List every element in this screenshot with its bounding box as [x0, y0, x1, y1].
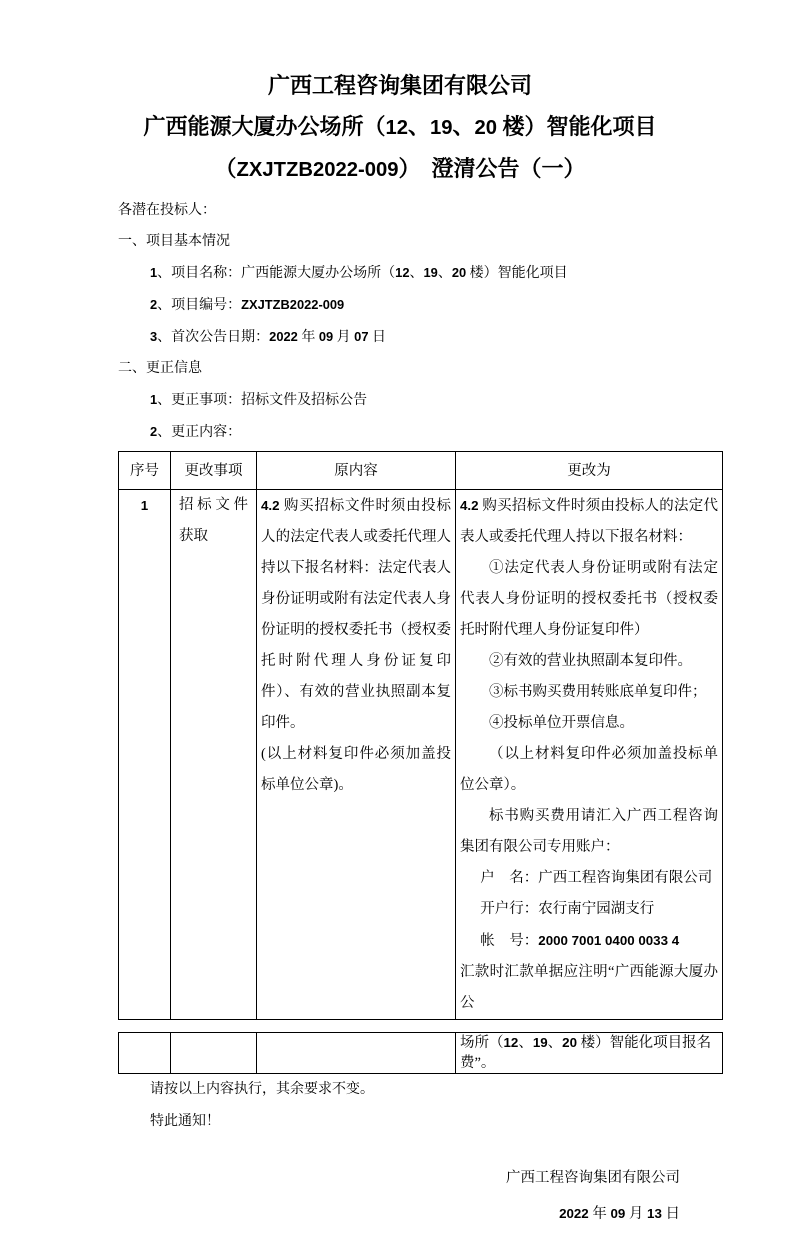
closing-notice: 特此通知！: [150, 1114, 220, 1129]
account-bank-line: 开户行：农行南宁园湖支行: [480, 901, 655, 917]
table-row: [119, 490, 723, 1020]
table-row-continuation: [119, 1033, 723, 1074]
section2-heading: 二、更正信息: [118, 361, 202, 376]
changed-paragraph: 标书购买费用请汇入广西工程咨询集团有限公司专用账户：: [460, 808, 718, 855]
cell-item: 招标文件获取: [171, 490, 257, 1020]
col-header-original: 原内容: [257, 452, 456, 490]
changed-paragraph: 4.2 购买招标文件时须由投标人的法定代表人或委托代理人持以下报名材料：: [460, 498, 718, 545]
cell-changed-continuation: 场所（12、19、20 楼）智能化项目报名费”。: [456, 1033, 723, 1074]
section1-item-project-name: 1、项目名称：广西能源大厦办公场所（12、19、20 楼）智能化项目: [150, 265, 568, 281]
doc-title-project: 广西能源大厦办公场所（12、19、20 楼）智能化项目: [143, 114, 657, 139]
account-number-line: 帐 号：2000 7001 0400 0033 4: [480, 933, 680, 949]
section1-heading: 一、项目基本情况: [118, 234, 230, 249]
original-paragraph: (以上材料复印件必须加盖投标单位公章)。: [261, 746, 451, 793]
col-header-seq: 序号: [119, 452, 171, 490]
account-name-line: 户 名：广西工程咨询集团有限公司: [480, 870, 713, 886]
cell-original-content: [257, 490, 456, 1020]
closing-instruction: 请按以上内容执行，其余要求不变。: [150, 1082, 374, 1097]
cell-seq: 1: [119, 490, 171, 1020]
section1-item-project-number: 2、项目编号：ZXJTZB2022-009: [150, 297, 345, 313]
section2-item-correction-content: 2、更正内容：: [150, 424, 242, 440]
changed-paragraph: 汇款时汇款单据应注明“广西能源大厦办公: [460, 964, 718, 1011]
correction-table: [118, 451, 723, 1020]
correction-table-continuation: [118, 1032, 723, 1074]
section1-item-first-announce-date: 3、首次公告日期：2022 年 09 月 07 日: [150, 329, 386, 345]
section2-item-correction-matter: 1、更正事项：招标文件及招标公告: [150, 392, 368, 408]
changed-paragraph: ②有效的营业执照副本复印件。: [489, 653, 692, 669]
doc-title-company: 广西工程咨询集团有限公司: [267, 73, 532, 98]
changed-paragraph: ④投标单位开票信息。: [489, 715, 634, 731]
doc-content: [118, 201, 722, 1224]
changed-paragraph: ③标书购买费用转账底单复印件；: [489, 684, 707, 700]
footer-company-signature: 广西工程咨询集团有限公司: [506, 1170, 680, 1186]
original-paragraph: 4.2 购买招标文件时须由投标人的法定代表人或委托代理人持以下报名材料：法定代表人身份证明或附有法定代表人身份证明的授权委托书（授权委托时附代理人身份证复印件）、有效的营业执照副本复印件。: [261, 498, 451, 731]
col-header-changed: 更改为: [456, 452, 723, 490]
salutation: 各潜在投标人：: [118, 203, 216, 218]
changed-paragraph: （以上材料复印件必须加盖投标单位公章）。: [460, 746, 718, 793]
changed-paragraph: ①法定代表人身份证明或附有法定代表人身份证明的授权委托书（授权委托时附代理人身份证复印件）: [460, 560, 718, 638]
cell-empty: [171, 1033, 257, 1074]
correction-table-header: [119, 452, 723, 490]
cell-changed-content: [456, 490, 723, 1020]
cell-empty: [119, 1033, 171, 1074]
cell-empty: [257, 1033, 456, 1074]
footer-date: 2022 年 09 月 13 日: [559, 1206, 680, 1222]
col-header-item: 更改事项: [171, 452, 257, 490]
doc-title-notice-no: （ZXJTZB2022-009） 澄清公告（一）: [214, 156, 586, 181]
